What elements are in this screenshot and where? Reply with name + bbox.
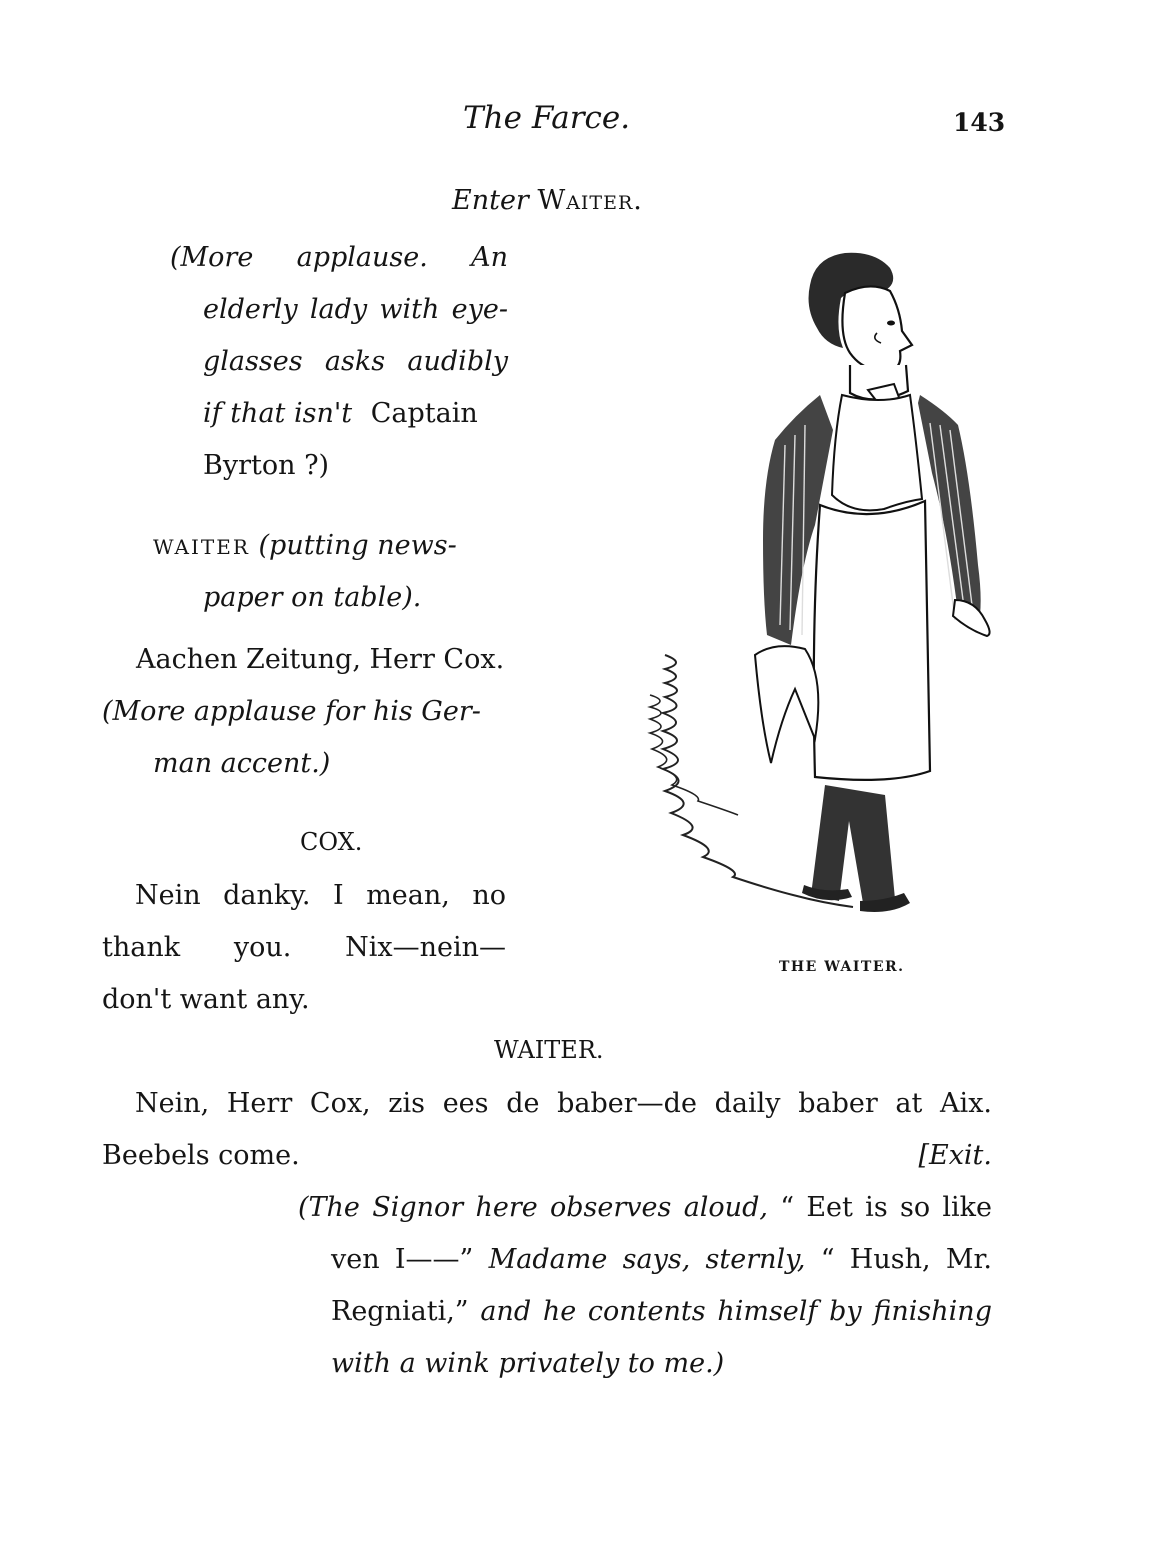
direction-roman: Captain — [370, 398, 478, 429]
entrance-line — [452, 185, 643, 216]
direction-line: with a wink privately to me.) — [331, 1348, 725, 1379]
waiter-speech-1: Aachen Zeitung, Herr Cox. — [136, 644, 505, 675]
direction-line: (More applause. An — [170, 242, 508, 273]
direction-roman: “ Hush, Mr. — [820, 1244, 992, 1275]
direction-line: Byrton ?) — [203, 450, 330, 481]
stage-direction-applause — [170, 232, 508, 492]
direction-roman: “ Eet is so like — [780, 1192, 992, 1223]
speaker-cox: COX. — [300, 828, 363, 856]
direction-roman: ven I——” — [331, 1244, 474, 1275]
waiter-direction-line-1 — [153, 520, 457, 573]
direction-italic: (The Signor here observes aloud, — [298, 1192, 768, 1223]
cox-line: Nein danky. I mean, no — [135, 880, 506, 911]
exit-direction: [Exit. — [918, 1140, 992, 1171]
page-number: 143 — [953, 108, 1006, 137]
cox-speech — [102, 870, 506, 1026]
direction-roman: Regniati,” — [331, 1296, 469, 1327]
cox-line: don't want any. — [102, 984, 310, 1015]
direction-line — [298, 1182, 992, 1234]
stage-direction-accent-1: (More applause for his Ger- — [102, 696, 481, 727]
waiter-direction-line-2: paper on table). — [203, 582, 422, 613]
direction-line: glasses asks audibly — [203, 346, 508, 377]
running-head-title: The Farce. — [463, 100, 631, 136]
waiter-direction-text: (putting news- — [258, 530, 457, 561]
illustration-caption: THE WAITER. — [779, 959, 905, 975]
direction-italic: Madame says, sternly, — [488, 1244, 806, 1275]
direction-line — [298, 1286, 992, 1338]
direction-text: if that isn't — [203, 398, 353, 429]
waiter-illustration — [620, 245, 1020, 935]
speaker-waiter: WAITER — [153, 535, 250, 559]
direction-line — [170, 388, 508, 440]
waiter-speech-text: Beebels come. — [102, 1140, 300, 1171]
direction-line — [298, 1234, 992, 1286]
waiter-speech-2 — [102, 1078, 992, 1182]
waiter-speech-line: Nein, Herr Cox, zis ees de baber—de daily baber at Aix. — [135, 1088, 992, 1119]
stage-direction-signor — [298, 1182, 992, 1390]
cox-line: thank you. Nix—nein— — [102, 932, 506, 963]
stage-direction-accent-2: man accent.) — [153, 748, 331, 779]
entrance-prefix: Enter — [452, 185, 529, 216]
direction-italic: and he contents himself by finishing — [480, 1296, 992, 1327]
entrance-role: Waiter. — [537, 185, 643, 216]
waiter-speech-line — [102, 1130, 992, 1182]
direction-line: elderly lady with eye- — [203, 294, 508, 325]
speaker-waiter-2: WAITER. — [494, 1036, 604, 1064]
